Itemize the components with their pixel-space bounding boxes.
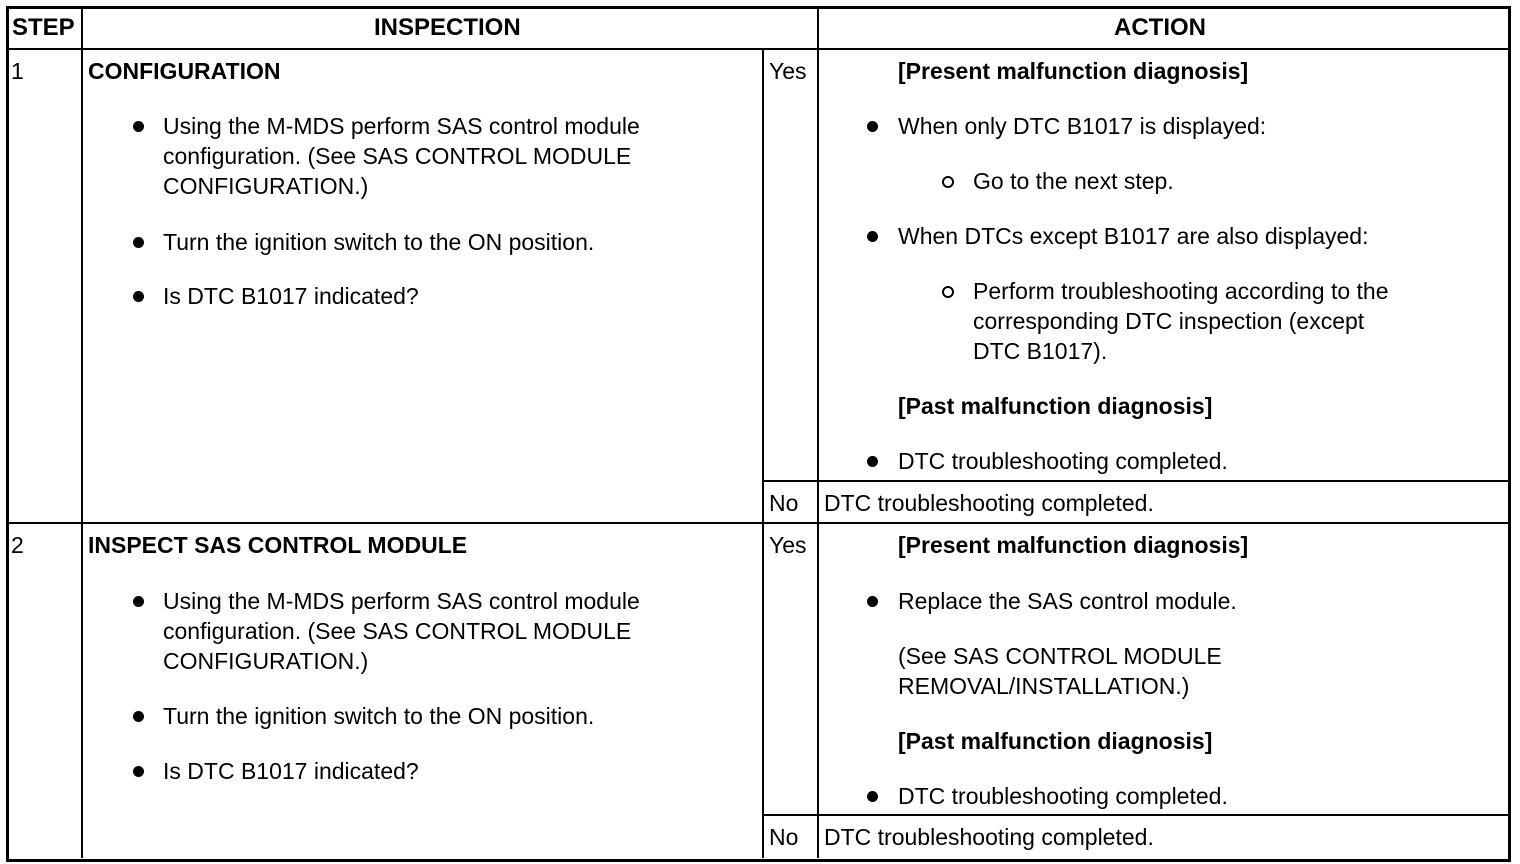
bullet-icon [133, 291, 144, 302]
bullet-icon [133, 237, 144, 248]
bullet-icon [867, 121, 878, 132]
action-item: Replace the SAS control module. [898, 588, 1237, 614]
step-number: 1 [11, 58, 24, 84]
sub-bullet-icon [942, 176, 954, 188]
step-column-divider [81, 6, 83, 858]
inspection-step-line: Using the M-MDS perform SAS control module [163, 588, 640, 614]
sub-bullet-icon [942, 286, 954, 298]
inspection-step-line: CONFIGURATION.) [163, 173, 369, 199]
row1-no-divider [762, 480, 1508, 482]
action-item: DTC troubleshooting completed. [898, 783, 1228, 809]
action-item: DTC troubleshooting completed. [898, 448, 1228, 474]
bullet-icon [867, 231, 878, 242]
step-number: 2 [11, 532, 24, 558]
past-malfunction-heading: [Past malfunction diagnosis] [898, 393, 1213, 419]
action-item: When only DTC B1017 is displayed: [898, 113, 1267, 139]
action-sub-item: corresponding DTC inspection (except [973, 308, 1365, 334]
bullet-icon [133, 596, 144, 607]
action-column-divider [817, 6, 819, 858]
inspection-title: INSPECT SAS CONTROL MODULE [88, 532, 468, 558]
no-label: No [769, 490, 799, 516]
past-malfunction-heading: [Past malfunction diagnosis] [898, 728, 1213, 754]
inspection-step-line: CONFIGURATION.) [163, 648, 369, 674]
action-sub-item: Go to the next step. [973, 168, 1174, 194]
bullet-icon [133, 121, 144, 132]
bullet-icon [133, 766, 144, 777]
yesno-column-divider [762, 48, 764, 858]
action-item: When DTCs except B1017 are also displayed: [898, 223, 1369, 249]
row2-no-divider [762, 814, 1508, 816]
header-divider [6, 48, 1508, 50]
action-note: (See SAS CONTROL MODULE [898, 643, 1222, 669]
present-malfunction-heading: [Present malfunction diagnosis] [898, 532, 1249, 558]
header-action: ACTION [1114, 14, 1206, 41]
inspection-step-line: Using the M-MDS perform SAS control module [163, 113, 640, 139]
inspection-step-line: Is DTC B1017 indicated? [163, 283, 419, 309]
row-divider [6, 522, 1508, 524]
inspection-step-line: configuration. (See SAS CONTROL MODULE [163, 618, 632, 644]
inspection-step-line: Turn the ignition switch to the ON position. [163, 229, 595, 255]
yes-label: Yes [769, 58, 807, 84]
no-action: DTC troubleshooting completed. [824, 824, 1154, 850]
header-inspection: INSPECTION [374, 14, 521, 41]
present-malfunction-heading: [Present malfunction diagnosis] [898, 58, 1249, 84]
no-action: DTC troubleshooting completed. [824, 490, 1154, 516]
inspection-step-line: Is DTC B1017 indicated? [163, 758, 419, 784]
yes-label: Yes [769, 532, 807, 558]
bullet-icon [867, 456, 878, 467]
inspection-step-line: Turn the ignition switch to the ON position. [163, 703, 595, 729]
bullet-icon [867, 791, 878, 802]
bullet-icon [133, 711, 144, 722]
header-step: STEP [12, 14, 75, 41]
inspection-title: CONFIGURATION [88, 58, 281, 84]
no-label: No [769, 824, 799, 850]
inspection-step-line: configuration. (See SAS CONTROL MODULE [163, 143, 632, 169]
bullet-icon [867, 596, 878, 607]
action-note: REMOVAL/INSTALLATION.) [898, 673, 1190, 699]
action-sub-item: Perform troubleshooting according to the [973, 278, 1389, 304]
action-sub-item: DTC B1017). [973, 338, 1108, 364]
